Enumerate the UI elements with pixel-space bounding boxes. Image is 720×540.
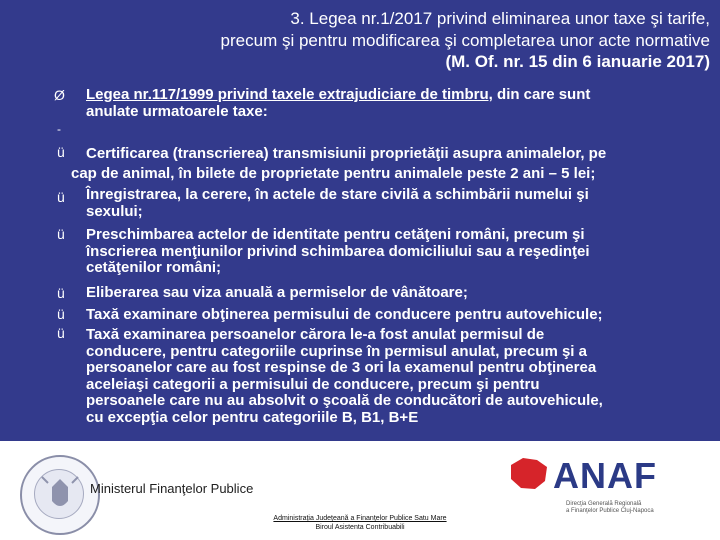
bullet-3-line-2: înscrierea menţiunilor privind schimbarea domiciliului sau a reşedinţei	[86, 242, 590, 260]
law-reference: Legea nr.117/1999 privind taxele extrajudiciare de timbru,	[86, 86, 493, 103]
intro-rest: din care sunt	[492, 86, 591, 103]
check-icon: ü	[57, 144, 65, 160]
slide-title	[90, 8, 710, 73]
bullet-2-line-2: sexului;	[86, 202, 143, 220]
bullet-3	[86, 227, 716, 277]
bullet-2	[86, 187, 716, 220]
intro-text	[86, 87, 716, 120]
administration-info	[180, 514, 540, 532]
check-icon: ü	[57, 306, 65, 322]
check-icon: ü	[57, 226, 65, 242]
check-icon: ü	[57, 325, 65, 341]
bullet-6	[86, 327, 716, 426]
intro-line-2: anulate urmatoarele taxe:	[86, 102, 268, 120]
dash-marker: -	[57, 122, 61, 136]
bullet-1-line-1: Certificarea (transcrierea) transmisiunii proprietăţii asupra animalelor, pe	[86, 145, 607, 162]
romania-coat-of-arms-icon	[20, 455, 100, 535]
bullet-5: Taxă examinare obţinerea permisului de conducere pentru autovehicule;	[86, 306, 603, 323]
check-icon: ü	[57, 189, 65, 205]
office-name: Biroul Asistenta Contribuabili	[315, 524, 405, 531]
title-source: (M. Of. nr. 15 din 6 ianuarie 2017)	[445, 52, 710, 71]
title-line-1: 3. Legea nr.1/2017 privind eliminarea unor taxe şi tarife,	[290, 9, 710, 28]
arrow-bullet-icon: Ø	[54, 87, 65, 103]
bullet-6-line-5: persoanele care nu au absolvit o şcoală de conducători de autovehicule,	[86, 392, 603, 409]
anaf-subtitle	[566, 501, 686, 515]
administration-name: Administraţia Judeţeană a Finanţelor Publice Satu Mare	[273, 515, 447, 522]
bullet-6-line-1: Taxă examinarea persoanelor cărora le-a fost anulat permisul de	[86, 326, 545, 343]
bullet-1-line-2: cap de animal, în bilete de proprietate pentru animalele peste 2 ani – 5 lei;	[71, 165, 596, 182]
title-line-2: precum şi pentru modificarea şi completarea unor acte normative	[220, 30, 710, 50]
anaf-subtitle-line-2: a Finanţelor Publice Cluj-Napoca	[566, 508, 654, 514]
anaf-logo-text: ANAF	[553, 455, 657, 496]
check-icon: ü	[57, 285, 65, 301]
bullet-2-line-1: Înregistrarea, la cerere, în actele de stare civilă a schimbării numelui şi	[86, 186, 589, 203]
bullet-6-line-2: conducere, pentru categoriile cuprinse în permisul anulat, precum şi a	[86, 342, 587, 360]
bullet-4: Eliberarea sau viza anuală a permiselor de vânătoare;	[86, 284, 468, 301]
bullet-6-line-3: persoanelor care au fost respinse de 3 ori la examenul pentru obţinerea	[86, 359, 597, 376]
romania-map-icon	[507, 455, 551, 495]
bullet-3-line-3: cetăţenilor români;	[86, 259, 222, 276]
ministry-name: Ministerul Finanţelor Publice	[90, 481, 254, 496]
bullet-6-line-6: cu excepţia celor pentru categoriile B, B1, B+E	[86, 408, 419, 426]
bullet-3-line-1: Preschimbarea actelor de identitate pentru cetăţeni români, precum şi	[86, 226, 585, 243]
anaf-subtitle-line-1: Direcţia Generală Regională	[566, 501, 642, 507]
bullet-6-line-4: aceleiaşi categorii a permisului de conducere, precum şi pentru	[86, 375, 540, 393]
